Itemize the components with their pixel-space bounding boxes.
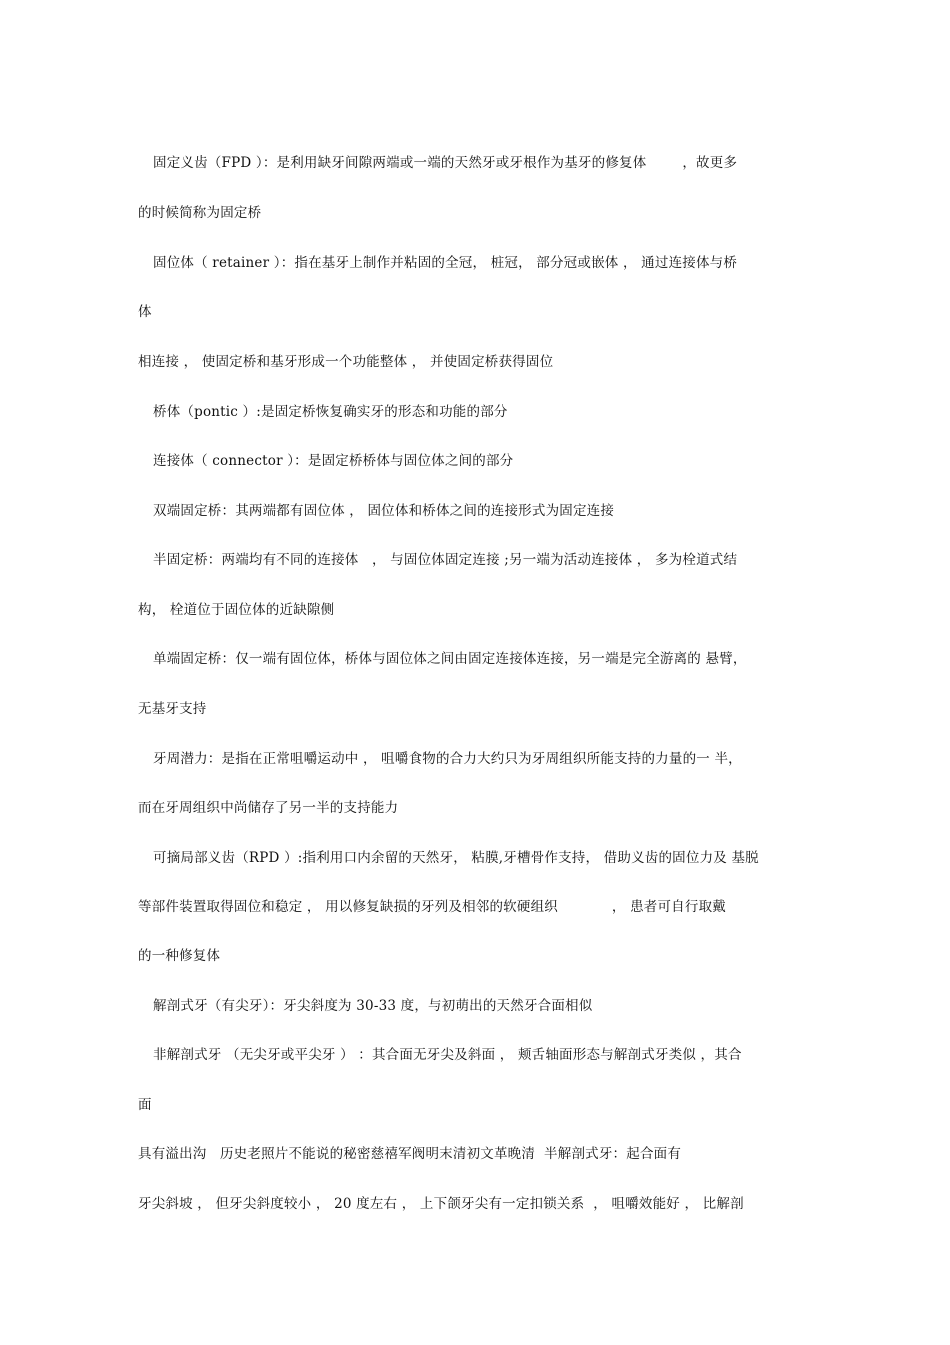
text-line-semi-anatomic: 具有溢出沟 历史老照片不能说的秘密慈禧军阀明末清初文革晚清 半解剖式牙：起合面有 bbox=[138, 1146, 682, 1162]
text-line-retainer-cont: 体 bbox=[138, 304, 152, 320]
text-line-connector: 连接体（ connector ）：是固定桥桥体与固位体之间的部分 bbox=[153, 453, 514, 469]
text-line-anatomic-tooth: 解剖式牙（有尖牙）：牙尖斜度为 30-33 度，与初萌出的天然牙合面相似 bbox=[153, 998, 593, 1014]
text-line-fpd-cont: 的时候简称为固定桥 bbox=[138, 205, 262, 221]
text-line-rpd-cont-2: 的一种修复体 bbox=[138, 948, 221, 964]
text-line-retainer: 固位体（ retainer ）：指在基牙上制作并粘固的全冠， 桩冠， 部分冠或嵌体 ， 通过连接体与桥 bbox=[153, 255, 738, 271]
text-line-rpd-cont: 等部件装置取得固位和稳定 ， 用以修复缺损的牙列及相邻的软硬组织 ， 患者可自行取戴 bbox=[138, 899, 726, 915]
text-line-rpd: 可摘局部义齿（RPD ）:指利用口内余留的天然牙， 粘膜,牙槽骨作支持， 借助义齿的固位力及 基脱 bbox=[153, 850, 759, 866]
text-line-fpd: 固定义齿（FPD ）：是利用缺牙间隙两端或一端的天然牙或牙根作为基牙的修复体 ，故更多 bbox=[153, 155, 738, 171]
text-line-double-end-bridge: 双端固定桥：其两端都有固位体 ， 固位体和桥体之间的连接形式为固定连接 bbox=[153, 503, 615, 519]
text-line-semi-fixed-bridge: 半固定桥：两端均有不同的连接体 ， 与固位体固定连接 ;另一端为活动连接体 ， 多为栓道式结 bbox=[153, 552, 738, 568]
text-line-semi-fixed-cont: 构， 栓道位于固位体的近缺隙侧 bbox=[138, 602, 335, 618]
text-line-periodontal-cont: 而在牙周组织中尚储存了另一半的支持能力 bbox=[138, 800, 399, 816]
text-line-non-anatomic-cont: 面 bbox=[138, 1097, 152, 1113]
text-line-semi-anatomic-cont: 牙尖斜坡 ， 但牙尖斜度较小 ， 20 度左右 ， 上下颌牙尖有一定扣锁关系 ， 咀嚼效能好 ， 比解剖 bbox=[138, 1196, 744, 1212]
text-line-pontic: 桥体（pontic ）:是固定桥恢复确实牙的形态和功能的部分 bbox=[153, 404, 508, 420]
text-line-single-end-bridge: 单端固定桥：仅一端有固位体，桥体与固位体之间由固定连接体连接，另一端是完全游离的 悬臂， bbox=[153, 651, 747, 667]
text-line-single-end-cont: 无基牙支持 bbox=[138, 701, 207, 717]
text-line-non-anatomic: 非解剖式牙 （无尖牙或平尖牙 ） ：其合面无牙尖及斜面 ， 颊舌轴面形态与解剖式牙类似 ，其合 bbox=[153, 1047, 742, 1063]
text-line-retainer-cont-2: 相连接 ， 使固定桥和基牙形成一个功能整体 ， 并使固定桥获得固位 bbox=[138, 354, 554, 370]
text-line-periodontal: 牙周潜力：是指在正常咀嚼运动中 ， 咀嚼食物的合力大约只为牙周组织所能支持的力量的一 半， bbox=[153, 751, 742, 767]
